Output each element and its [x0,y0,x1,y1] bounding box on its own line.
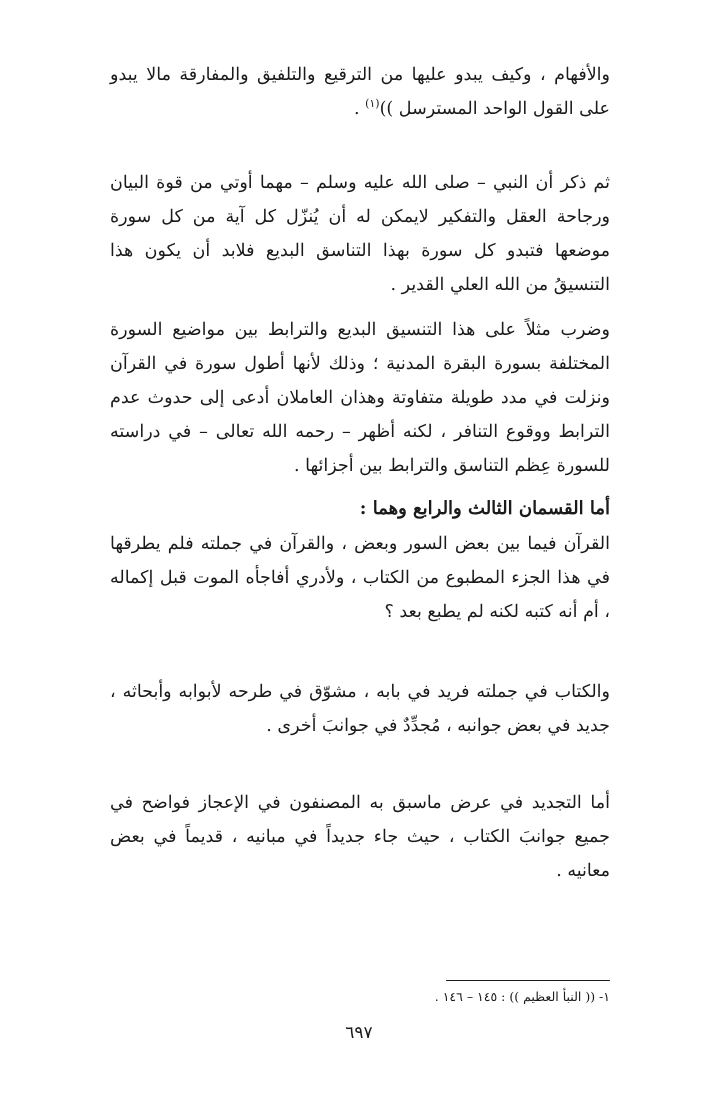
footnote-divider [446,980,610,981]
paragraph-1 [110,58,610,126]
paragraph-5: والكتاب في جملته فريد في بابه ، مشوّق في طرحه لأبوابه وأبحاثه ، جديد في بعض جوانبه ، مُجدِّدٌ في جوانبَ أخرى . [110,682,610,736]
footnote: ١- (( النبأ العظيم )) : ١٤٥ – ١٤٦ . [434,989,610,1004]
paragraph-3: وضرب مثلاً على هذا التنسيق البديع والترابط بين مواضيع السورة المختلفة بسورة البقرة المدنية ؛ وذلك لأنها أطول سورة في القرآن ونزلت في مدد طويلة متفاوتة وهذان العاملان أدعى إلى حدوث عدم الترابط ووقوع التنافر ، لكنه أظهر – رحمه الله تعالى – في دراسته للسورة عِظم التناسق والترابط بين أجزائها . [110,320,610,476]
paragraph-1-tail: . [353,99,366,119]
footnote-reference: (١) [365,97,380,111]
paragraph-4: القرآن فيما بين بعض السور وبعض ، والقرآن في جملته فلم يطرقها في هذا الجزء المطبوع من الكتاب ، ولأدري أفاجأه الموت قبل إكماله ، أم أنه كتبه لكنه لم يطبع بعد ؟ [110,534,610,622]
paragraph-2: ثم ذكر أن النبي – صلى الله عليه وسلم – مهما أوتي من قوة البيان ورجاحة العقل والتفكير لايمكن له أن يُنزّل كل آية من كل سورة موضعها فتبدو كل سورة بهذا التناسق البديع فلابد أن يكون هذا التنسيقُ من الله العلي القدير . [110,173,610,295]
section-heading: أما القسمان الثالث والرابع وهما : [359,498,610,519]
paragraph-6: أما التجديد في عرض ماسبق به المصنفون في الإعجاز فواضح في جميع جوانبَ الكتاب ، حيث جاء جديداً في مبانيه ، قديماً في بعض معانيه . [110,793,610,881]
paragraph-1-text: والأفهام ، وكيف يبدو عليها من الترقيع والتلفيق والمفارقة مالا يبدو على القول الواحد المسترسل )) [110,65,610,119]
page-number: ٦٩٧ [345,1023,373,1043]
